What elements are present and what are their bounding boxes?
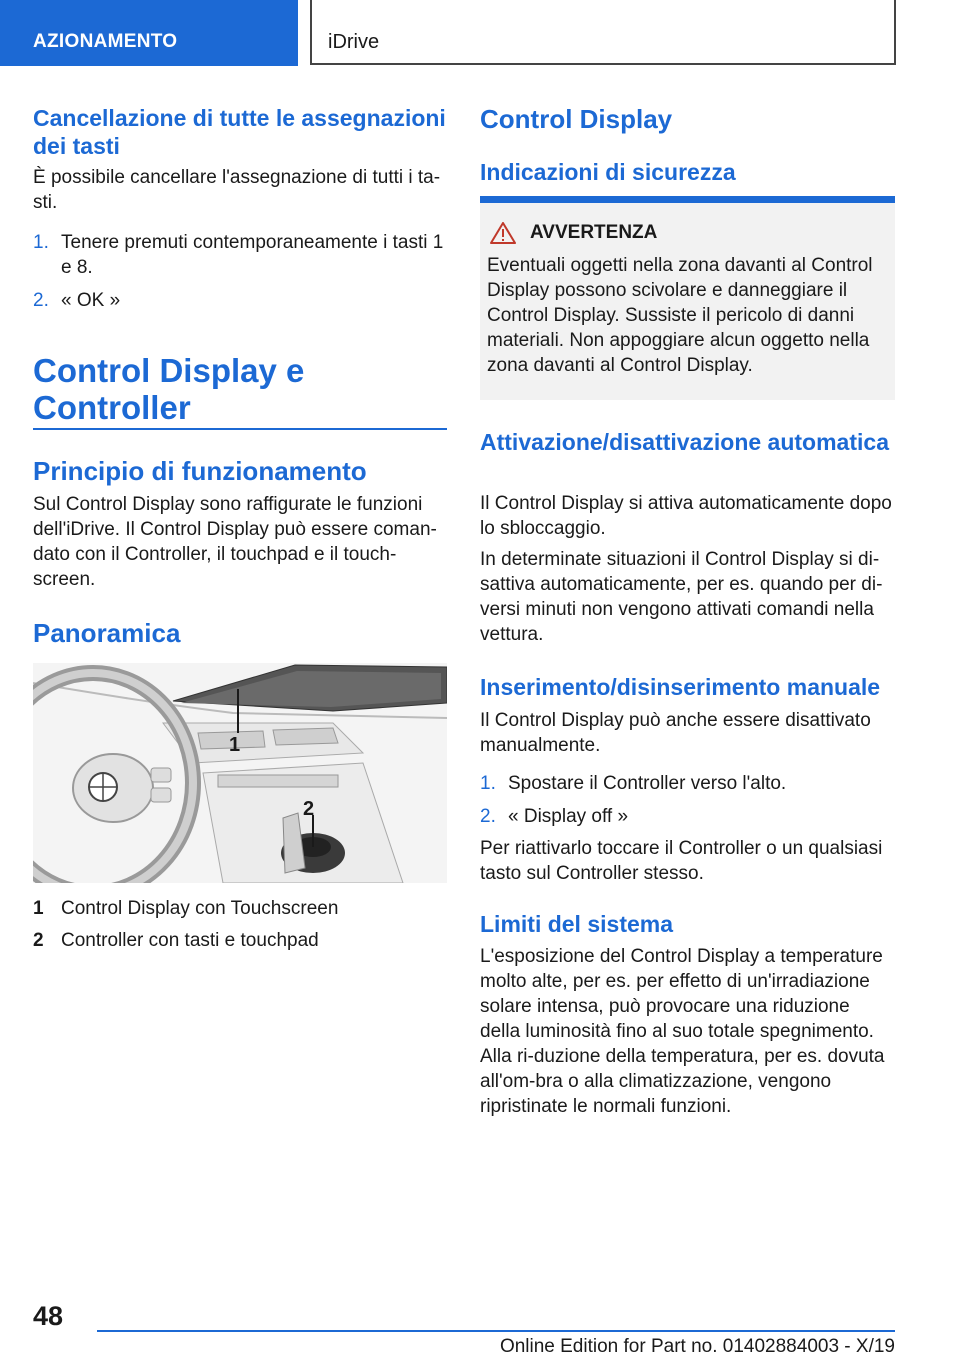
warning-triangle-icon (490, 222, 516, 244)
legend-text: Controller con tasti e touchpad (61, 930, 319, 951)
step-number: 2. (480, 806, 496, 827)
step-text: Tenere premuti contemporaneamente i tasti 1 e 8. (61, 232, 444, 278)
page-header (0, 0, 960, 66)
callout-label: 1 (229, 734, 241, 756)
section-title-auto: Attivazione/disattivazione automatica (480, 429, 889, 455)
callout-label: 2 (303, 798, 315, 820)
dashboard-illustration (33, 663, 447, 883)
list-item (33, 288, 447, 313)
section-title-overview: Panoramica (33, 618, 181, 648)
step-text: « OK » (61, 290, 121, 311)
list-item (33, 230, 447, 280)
edition-text: Online Edition for Part no. 01402884003 - X/19 (499, 1336, 895, 1357)
principle-body: Sul Control Display sono raffigurate le funzioni dell'iDrive. Il Control Display può essere coman-dato con il Controller, il touchpad e il touch-screen. (33, 494, 437, 590)
figure-legend (33, 896, 447, 953)
warning-label: AVVERTENZA (530, 222, 658, 243)
step-number: 1. (33, 232, 49, 253)
list-item (33, 928, 447, 953)
auto-body-2: In determinate situazioni il Control Display si di-sattiva automaticamente, per es. quando per di-versi minuti non vengono attivati comandi nella vettura. (480, 549, 883, 645)
section-title-limits: Limiti del sistema (480, 911, 674, 937)
list-item (33, 896, 447, 921)
legend-number: 2 (33, 930, 44, 951)
legend-number: 1 (33, 898, 44, 919)
step-text: Spostare il Controller verso l'alto. (508, 773, 787, 794)
clear-assignments-intro: È possibile cancellare l'assegnazione di tutti i ta-sti. (33, 167, 441, 213)
step-number: 2. (33, 290, 49, 311)
chapter-tab: AZIONAMENTO (0, 0, 298, 66)
step-number: 1. (480, 773, 496, 794)
warning-body: Eventuali oggetti nella zona davanti al Control Display possono scivolare e danneggiare il Control Display. Sussiste il pericolo di danni materiali. Non appoggiare alcun oggetto nella zona davanti al Control Display. (487, 255, 873, 376)
topic-tab: iDrive (310, 0, 896, 65)
manual-body-2: Per riattivarlo toccare il Controller o un qualsiasi tasto sul Controller stesso. (480, 838, 883, 884)
section-rule (33, 428, 447, 430)
manual-steps (480, 771, 895, 829)
auto-body-1: Il Control Display si attiva automaticamente dopo lo sbloccaggio. (480, 493, 892, 539)
section-title-clear-assignments: Cancellazione di tutte le assegnazioni dei tasti (33, 105, 446, 159)
manual-body-1: Il Control Display può anche essere disattivato manualmente. (480, 710, 871, 756)
warning-box (480, 196, 895, 400)
overview-illustration (33, 663, 447, 883)
legend-text: Control Display con Touchscreen (61, 898, 339, 919)
section-title-control-display: Control Display (480, 104, 673, 134)
step-text: « Display off » (508, 806, 629, 827)
section-title-safety: Indicazioni di sicurezza (480, 159, 736, 185)
list-item (480, 771, 895, 796)
warning-title (487, 221, 888, 245)
section-title-manual: Inserimento/disinserimento manuale (480, 674, 881, 700)
clear-assignments-steps (33, 230, 447, 313)
page-number: 48 (33, 1301, 64, 1331)
list-item (480, 804, 895, 829)
footer-rule (97, 1330, 895, 1332)
limits-body: L'esposizione del Control Display a temperature molto alte, per es. per effetto di un'irradiazione solare intensa, può provocare una riduzione della luminosità fino al suo totale spegnimento. Alla ri-duzione della temperatura, per es. dovuta all'om-bra o alla climatizzazione, vengono ripristinate le normali funzioni. (480, 946, 885, 1117)
chapter-title-control-display-controller: Control Display e Controller (33, 352, 305, 426)
section-title-principle: Principio di funzionamento (33, 456, 367, 486)
